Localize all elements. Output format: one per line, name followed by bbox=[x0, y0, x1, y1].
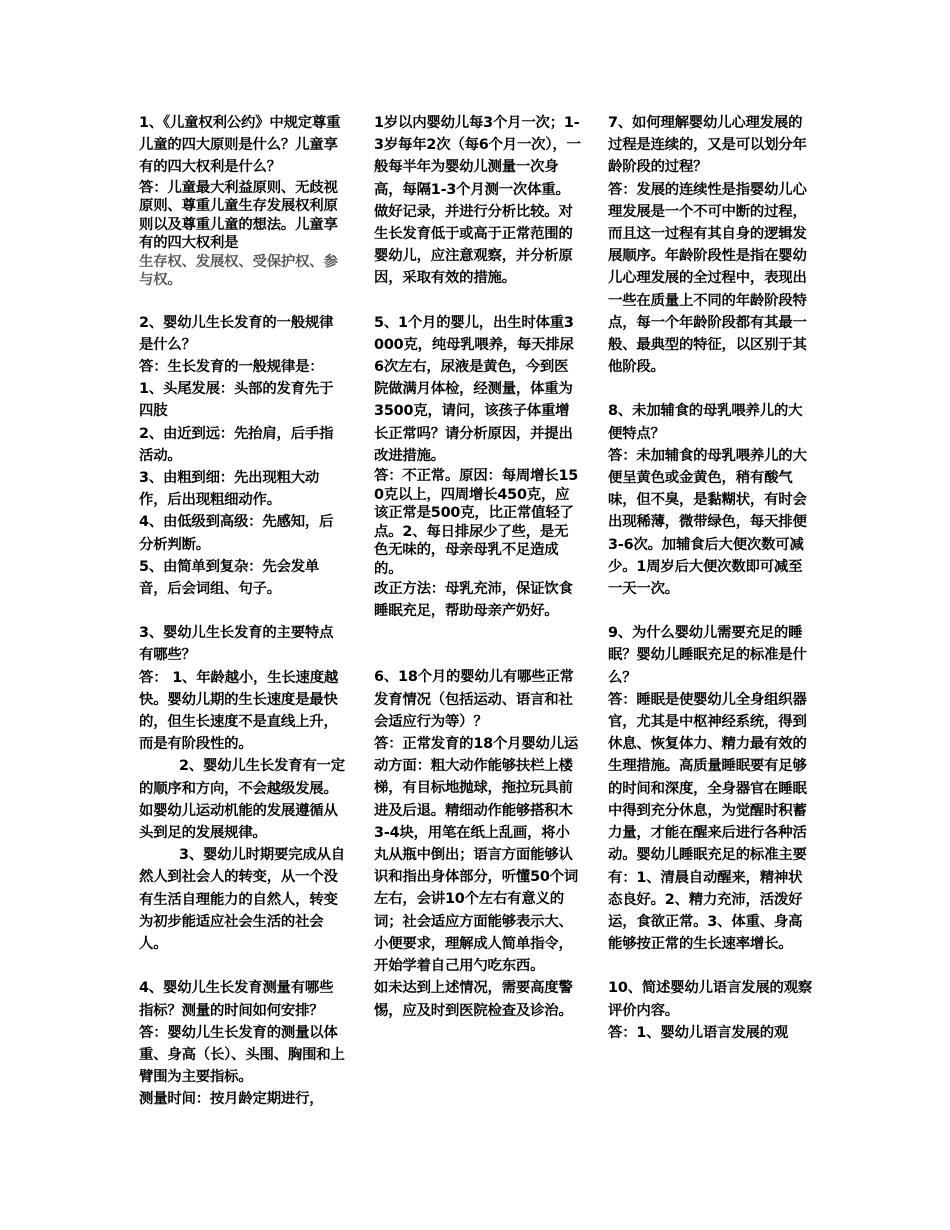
answer-1: 答：儿童最大利益原则、无歧视原则、尊重儿童生存发展权利原则以及尊重儿童的想法。儿童享有的四大权利是 bbox=[139, 179, 338, 252]
column-3 bbox=[608, 112, 816, 1044]
question-6: 6、18个月的婴幼儿有哪些正常发育情况（包括运动、语言和社会适应行为等）？ bbox=[374, 669, 574, 730]
answer-4-time: 测量时间：按月龄定期进行， bbox=[139, 1091, 324, 1108]
question-5: 5、1个月的婴儿，出生时体重3000克，纯母乳喂养，每天排尿6次左右，尿液是黄色，今到医院做满月体检，经测量，体重为3500克，请问，该孩子体重增长正常吗？请分析原因，并提出改进措施。 bbox=[374, 314, 574, 464]
answer-2-item-1: 1、头尾发展：头部的发育先于四肢 bbox=[139, 381, 334, 420]
question-9: 9、为什么婴幼儿需要充足的睡眠？婴幼儿睡眠充足的标准是什么？ bbox=[608, 625, 807, 686]
answer-10: 答：1、婴幼儿语言发展的观 bbox=[608, 1024, 789, 1041]
question-8: 8、未加辅食的母乳喂养儿的大便特点？ bbox=[608, 403, 803, 442]
answer-5-fix: 改正方法：母乳充沛，保证饮食睡眠充足，帮助母亲产奶好。 bbox=[374, 581, 573, 620]
answer-7: 答：发展的连续性是指婴幼儿心理发展是一个不可中断的过程，而且这一过程有其自身的逻辑发展顺序。年龄阶段性是指在婴幼儿心理发展的全过程中，表现出一些在质量上不同的年龄阶段特点，每一个年龄阶段都有其最一般、最典型的特征，以区别于其他阶段。 bbox=[608, 181, 807, 376]
question-3: 3、婴幼儿生长发育的主要特点有哪些？ bbox=[139, 625, 334, 664]
column-1 bbox=[139, 112, 347, 1111]
question-10: 10、简述婴幼儿语言发展的观察评价内容。 bbox=[608, 980, 813, 1019]
answer-2-item-5: 5、由简单到复杂：先会发单音，后会词组、句子。 bbox=[139, 558, 320, 598]
answer-3-item-3: 3、婴幼儿时期要完成从自然人到社会人的转变，从一个没有生活自理能力的自然人，转变为初步能适应社会生活的社会人。 bbox=[139, 847, 345, 953]
question-2: 2、婴幼儿生长发育的一般规律是什么？ bbox=[139, 314, 334, 353]
answer-2-intro: 答：生长发育的一般规律是： bbox=[139, 359, 324, 376]
answer-2-item-3: 3、由粗到细：先出现粗大动作，后出现粗细动作。 bbox=[139, 470, 320, 509]
answer-8: 答：未加辅食的母乳喂养儿的大便呈黄色或金黄色，稍有酸气味，但不臭，是黏糊状，有时会出现稀薄，微带绿色，每天排便3-6次。加辅食后大便次数可减少。1周岁后大便次数即可减至一天一次。 bbox=[608, 447, 807, 598]
question-1: 1、《儿童权利公约》中规定尊重儿童的四大原则是什么？儿童享有的四大权利是什么？ bbox=[139, 115, 341, 176]
answer-1-rights: 生存权、发展权、受保护权、参与权。 bbox=[139, 253, 338, 289]
answer-9: 答：睡眠是使婴幼儿全身组织器官，尤其是中枢神经系统，得到休息、恢复体力、精力最有效的生理措施。高质量睡眠要有足够的时间和深度，全身器官在睡眠中得到充分休息，为觉醒时积蓄力量，才能在醒来后进行各种活动。婴幼儿睡眠充足的标准主要有：1、清晨自动醒来，精神状态良好。2、精力充沛，活泼好运，食欲正常。3、体重、身高能够按正常的生长速率增长。 bbox=[608, 691, 807, 953]
answer-4: 答：婴幼儿生长发育的测量以体重、身高（长）、头围、胸围和上臂围为主要指标。 bbox=[139, 1024, 345, 1086]
answer-5: 答：不正常。原因：每周增长150克以上，四周增长450克，应该正常是500克，比正常值轻了点。2、每日排尿少了些，是无色无味的，母亲母乳不足造成的。 bbox=[374, 468, 579, 577]
answer-2-item-4: 4、由低级到高级：先感知，后分析判断。 bbox=[139, 514, 334, 553]
answer-6-note: 如未达到上述情况，需要高度警惕，应及时到医院检查及诊治。 bbox=[374, 980, 573, 1019]
answer-3-item-1: 答： 1、年龄越小，生长速度越快。婴幼儿期的生长速度是最快的，但生长速度不是直线上升，而是有阶段性的。 bbox=[139, 669, 339, 753]
column-2 bbox=[374, 112, 582, 1022]
answer-6: 答：正常发育的18个月婴幼儿运动方面：粗大动作能够扶栏上楼梯，有目标地抛球，拖拉玩具前进及后退。精细动作能够搭积木3-4块，用笔在纸上乱画，将小丸从瓶中倒出；语言方面能够认识和指出身体部分，听懂50个词左右，会讲10个左右有意义的词；社会适应方面能够表示大、小便要求，理解成人简单指令，开始学着自己用勺吃东西。 bbox=[374, 736, 579, 975]
answer-3-item-2: 2、婴幼儿生长发育有一定的顺序和方向，不会越级发展。如婴幼儿运动机能的发展遵循从头到足的发展规律。 bbox=[139, 758, 345, 842]
answer-2-item-2: 2、由近到远：先抬肩，后手指活动。 bbox=[139, 425, 334, 464]
question-7: 7、如何理解婴幼儿心理发展的过程是连续的，又是可以划分年龄阶段的过程？ bbox=[608, 115, 807, 176]
answer-4-continued: 1岁以内婴幼儿每3个月一次；1-3岁每年2次（每6个月一次），一般每半年为婴幼儿测量一次身高，每隔1-3个月测一次体重。做好记录，并进行分析比较。对生长发育低于或高于正常范围的婴幼儿，应注意观察，并分析原因，采取有效的措施。 bbox=[374, 115, 581, 287]
question-4: 4、婴幼儿生长发育测量有哪些指标？测量的时间如何安排？ bbox=[139, 980, 334, 1019]
